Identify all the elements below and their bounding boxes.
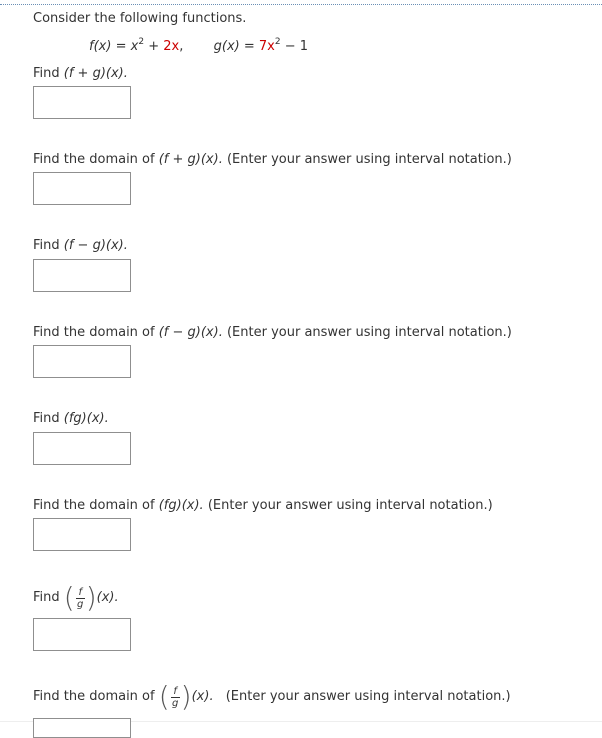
hint: (Enter your answer using interval notation.) <box>226 325 512 340</box>
answer-input-product[interactable] <box>33 432 131 465</box>
g-7x-term: 7x <box>258 39 275 54</box>
f-comma: , <box>179 39 184 54</box>
g-name: g(x) <box>213 39 240 54</box>
expression: (fg)(x). <box>158 498 204 513</box>
top-dotted-rule <box>0 4 602 5</box>
expression: (f − g)(x). <box>158 325 223 340</box>
fraction-numerator: f <box>78 586 82 598</box>
hint: (Enter your answer using interval notation.) <box>225 689 511 704</box>
prompt-prefix: Find <box>33 411 60 426</box>
question-sum-domain <box>33 152 512 168</box>
fraction <box>171 686 180 709</box>
left-paren-icon: ( <box>158 680 170 713</box>
g-equals: = <box>243 39 255 54</box>
question-product <box>33 411 109 427</box>
answer-input-product-domain[interactable] <box>33 518 131 551</box>
question-quotient <box>33 581 119 614</box>
answer-input-quotient[interactable] <box>33 618 131 651</box>
f-name: f(x) <box>89 39 112 54</box>
answer-input-difference[interactable] <box>33 259 131 292</box>
prompt-prefix: Find the domain of <box>33 152 155 167</box>
hint: (Enter your answer using interval notation.) <box>226 152 512 167</box>
answer-input-sum-domain[interactable] <box>33 172 131 205</box>
left-paren-icon: ( <box>63 581 75 614</box>
question-quotient-domain <box>33 680 511 713</box>
expression: (f − g)(x). <box>63 238 128 253</box>
question-difference <box>33 238 128 254</box>
answer-input-quotient-domain[interactable] <box>33 718 131 738</box>
answer-input-sum[interactable] <box>33 86 131 119</box>
g-exponent: 2 <box>274 36 281 47</box>
expression: (f + g)(x). <box>63 66 128 81</box>
f-equals: = <box>115 39 127 54</box>
intro-text: Consider the following functions. <box>33 11 247 26</box>
g-minus-one: − 1 <box>284 39 309 54</box>
prompt-prefix: Find <box>33 590 60 605</box>
question-product-domain <box>33 498 493 514</box>
prompt-prefix: Find <box>33 66 60 81</box>
prompt-prefix: Find the domain of <box>33 689 155 704</box>
right-paren-icon: ) <box>85 581 97 614</box>
f-plus: + <box>148 39 160 54</box>
question-sum <box>33 66 128 82</box>
function-definitions <box>89 36 309 55</box>
expression: (fg)(x). <box>63 411 109 426</box>
expression-tail: (x). <box>96 590 119 605</box>
expression: (f + g)(x). <box>158 152 223 167</box>
fraction-denominator: g <box>77 598 84 610</box>
hint: (Enter your answer using interval notation.) <box>207 498 493 513</box>
prompt-prefix: Find the domain of <box>33 498 155 513</box>
answer-input-difference-domain[interactable] <box>33 345 131 378</box>
fraction-denominator: g <box>171 697 179 709</box>
fraction-numerator: f <box>173 685 177 697</box>
expression-tail: (x). <box>191 689 214 704</box>
f-2x-term: 2x <box>163 39 180 54</box>
fraction <box>76 587 85 610</box>
question-difference-domain <box>33 325 512 341</box>
prompt-prefix: Find <box>33 238 60 253</box>
f-x-term: x <box>130 39 139 54</box>
right-paren-icon: ) <box>180 680 192 713</box>
prompt-prefix: Find the domain of <box>33 325 155 340</box>
f-exponent: 2 <box>138 36 145 47</box>
